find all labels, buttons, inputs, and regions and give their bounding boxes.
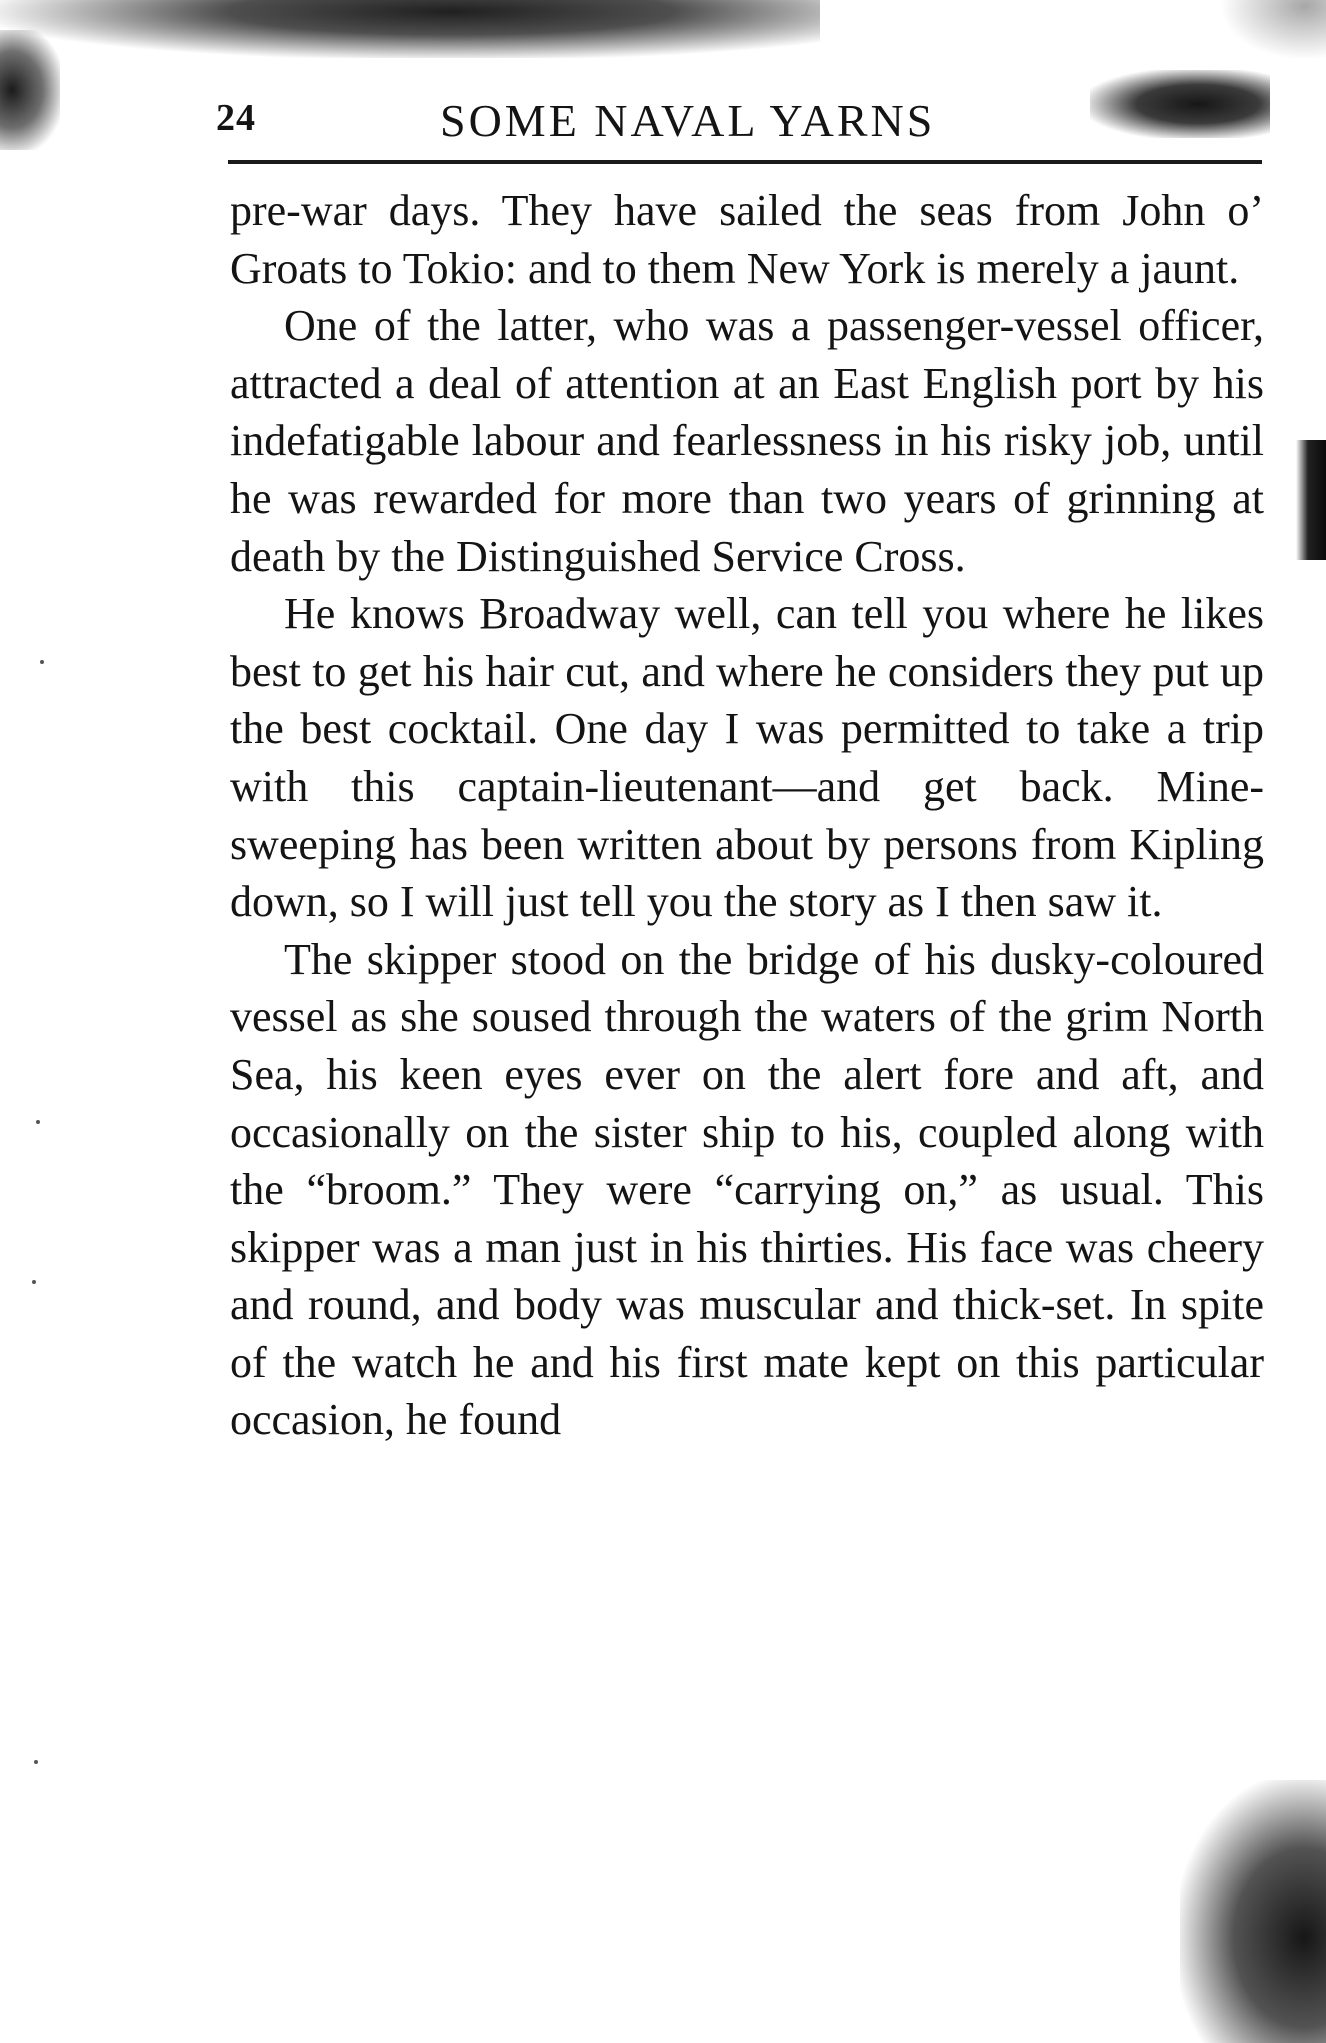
header-rule — [228, 160, 1262, 164]
body-text — [230, 182, 1264, 1449]
scan-smudge-bottom-right — [1180, 1780, 1326, 2043]
scan-smudge-left — [0, 30, 60, 150]
running-head: SOME NAVAL YARNS — [440, 95, 936, 146]
scan-smudge-corner — [1220, 0, 1326, 60]
paragraph: One of the latter, who was a passenger-vessel officer, attracted a deal of attention at an East English port by his indefatigable labour and fearlessness in his risky job, until he was rewarded for more than two years of grinning at death by the Distinguished Service Cross. — [230, 301, 1264, 581]
scan-smudge-margin — [1296, 440, 1326, 560]
scan-speck — [36, 1120, 40, 1124]
scan-speck — [40, 660, 44, 664]
page-number: 24 — [216, 97, 256, 139]
scan-speck — [32, 1280, 36, 1284]
paragraph: The skipper stood on the bridge of his dusky-coloured vessel as she soused through the waters of the grim North Sea, his keen eyes ever on the alert fore and aft, and occasionally on the sister ship to his, coupled along with the “broom.” They were “carrying on,” as usual. This skipper was a man just in his thirties. His face was cheery and round, and body was muscular and thick-set. In spite of the watch he and his first mate kept on this particular occasion, he found — [230, 934, 1264, 1445]
paragraph: He knows Broadway well, can tell you where he likes best to get his hair cut, and where he considers they put up the best cocktail. One day I was permitted to take a trip with this captain-lieutenant—and get back. Mine-sweeping has been written about by persons from Kipling down, so I will just tell you the story as I then saw it. — [230, 589, 1264, 927]
scan-smudge-header — [1090, 70, 1270, 138]
scan-speck — [34, 1760, 38, 1764]
paragraph-continued: pre-war days. They have sailed the seas from John o’ Groats to Tokio: and to them New York is merely a jaunt. — [230, 186, 1264, 293]
scan-smudge-top — [0, 0, 820, 58]
